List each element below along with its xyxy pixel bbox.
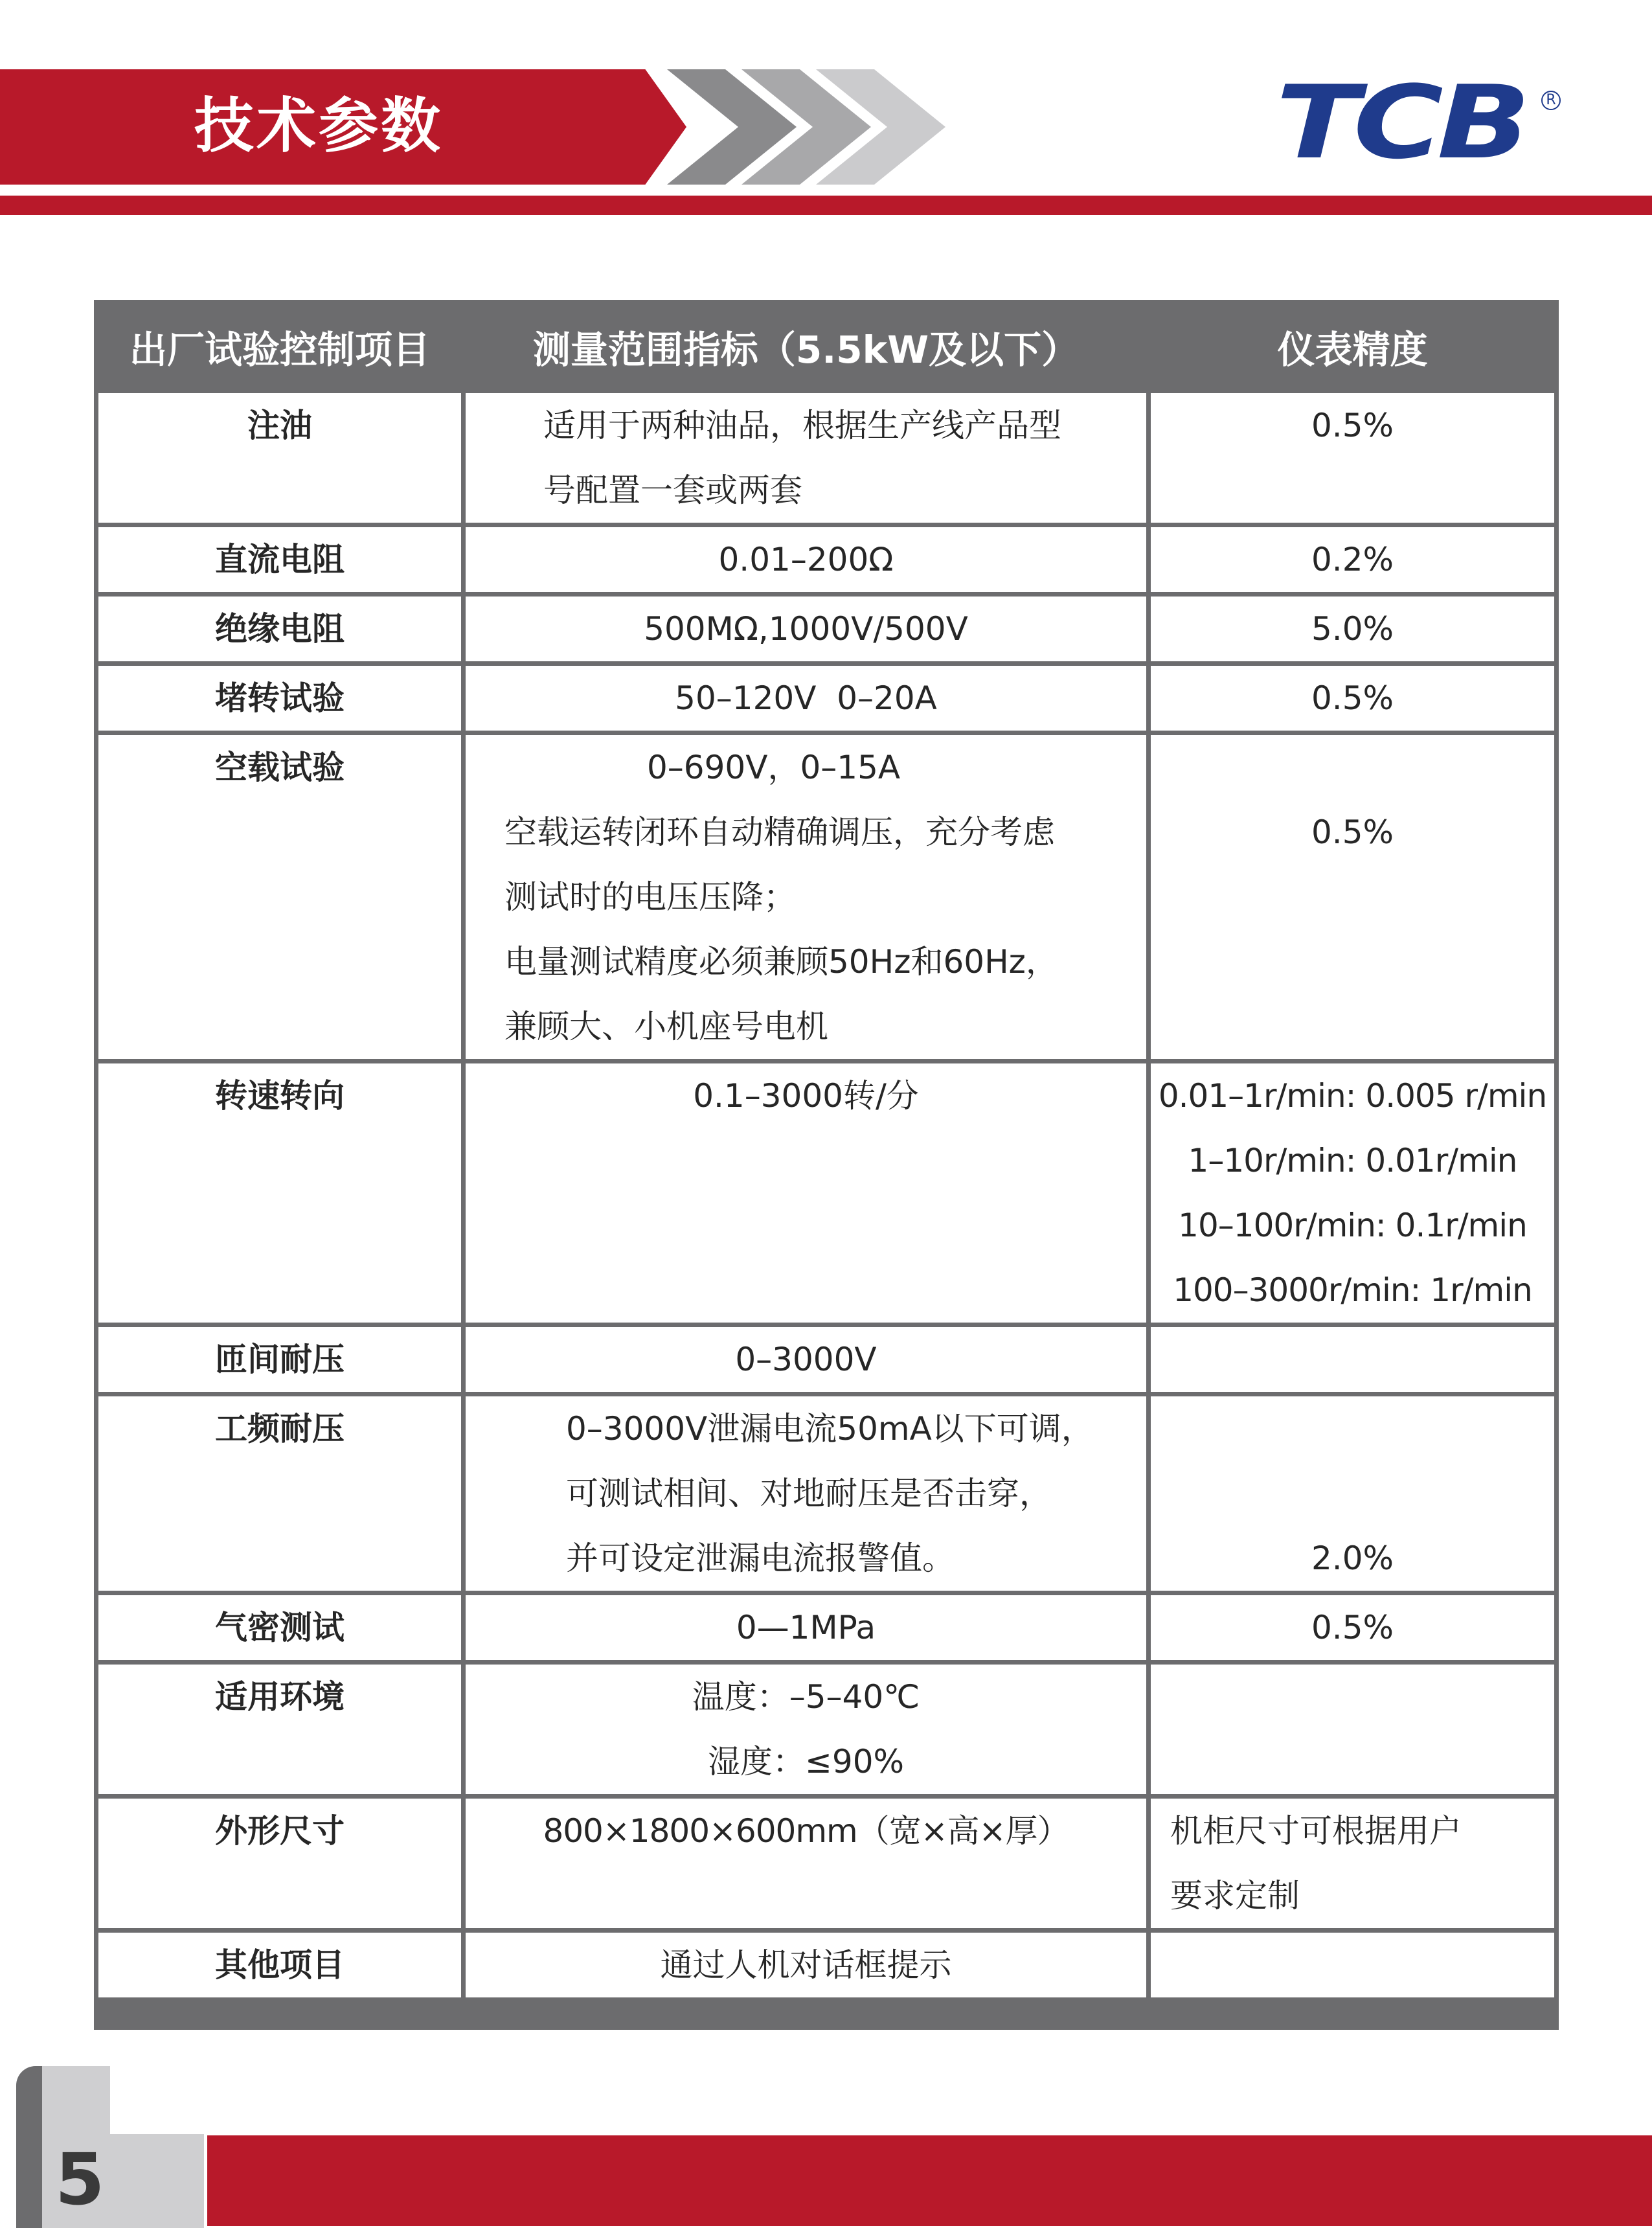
item-cell: 转速转向: [96, 1062, 464, 1325]
header-range: 测量范围指标（5.5kW及以下）: [464, 302, 1149, 391]
header-precision: 仪表精度: [1149, 302, 1557, 391]
precision-line: 机柜尺寸可根据用户: [1170, 1812, 1462, 1850]
table-row: [96, 1325, 1557, 1394]
page-tab-cutout: [110, 2066, 204, 2134]
item-cell: 空载试验: [96, 733, 464, 1062]
item-cell: 其他项目: [96, 1931, 464, 2000]
precision-line: 100–3000r/min: 1r/min: [1173, 1271, 1532, 1309]
precision-cell: [1149, 1931, 1557, 2000]
range-line: 0–690V，0–15A: [647, 749, 901, 786]
range-line: 兼顾大、小机座号电机: [504, 1008, 828, 1045]
precision-cell: [1149, 1325, 1557, 1394]
range-cell: 0.01–200Ω: [464, 525, 1149, 595]
spec-table: [94, 300, 1559, 2030]
range-cell: [464, 1394, 1149, 1593]
page-number: 5: [55, 2138, 105, 2221]
range-line: 空载运转闭环自动精确调压，充分考虑: [504, 813, 1055, 851]
precision-cell: [1149, 733, 1557, 1062]
precision-cell: 0.5%: [1149, 1593, 1557, 1663]
range-cell: [464, 1663, 1149, 1797]
precision-cell: 5.0%: [1149, 595, 1557, 664]
item-cell: 注油: [96, 391, 464, 525]
range-line: 湿度：≤90%: [707, 1743, 905, 1780]
precision-line: 1–10r/min: 0.01r/min: [1188, 1142, 1517, 1179]
header-item: 出厂试验控制项目: [96, 302, 464, 391]
table-row: [96, 1062, 1557, 1325]
range-line: 并可设定泄漏电流报警值。: [566, 1540, 955, 1577]
precision-line: 0.01–1r/min: 0.005 r/min: [1158, 1077, 1547, 1115]
precision-line: 10–100r/min: 0.1r/min: [1178, 1207, 1527, 1244]
table-row: [96, 1931, 1557, 2000]
precision-line: [1162, 735, 1543, 800]
table-row: [96, 525, 1557, 595]
item-cell: 绝缘电阻: [96, 595, 464, 664]
range-cell: 50–120V 0–20A: [464, 664, 1149, 733]
precision-cell: 2.0%: [1149, 1394, 1557, 1593]
table-row: [96, 664, 1557, 733]
range-cell: 通过人机对话框提示: [464, 1931, 1149, 2000]
range-line: 测试时的电压压降；: [504, 878, 796, 916]
item-cell: 堵转试验: [96, 664, 464, 733]
precision-cell: 0.5%: [1149, 664, 1557, 733]
range-line: 电量测试精度必须兼顾50Hz和60Hz，: [504, 943, 1058, 981]
table-row: [96, 595, 1557, 664]
header-red-line: [0, 196, 1652, 215]
table-row: [96, 391, 1557, 525]
item-cell: 直流电阻: [96, 525, 464, 595]
range-line: 温度：–5–40℃: [692, 1678, 920, 1716]
range-cell: 0.1–3000转/分: [464, 1062, 1149, 1325]
table-row: [96, 1593, 1557, 1663]
range-cell: 0–3000V: [464, 1325, 1149, 1394]
table-footer-bar: [96, 2000, 1557, 2028]
precision-cell: [1149, 1663, 1557, 1797]
range-cell: 500MΩ,1000V/500V: [464, 595, 1149, 664]
range-cell: [464, 391, 1149, 525]
page-tab-edge: [16, 2066, 42, 2228]
range-line: 号配置一套或两套: [543, 472, 802, 509]
range-line: 可测试相间、对地耐压是否击穿，: [566, 1475, 1052, 1512]
item-cell: 匝间耐压: [96, 1325, 464, 1394]
registered-mark-icon: R: [1541, 91, 1561, 110]
range-cell: 800×1800×600mm（宽×高×厚）: [464, 1797, 1149, 1931]
table-row: [96, 1797, 1557, 1931]
precision-cell: [1149, 1062, 1557, 1325]
item-cell: 工频耐压: [96, 1394, 464, 1593]
footer-red-band: [207, 2135, 1652, 2226]
page-title: 技术参数: [194, 91, 444, 161]
precision-cell: [1149, 1797, 1557, 1931]
precision-cell: 0.5%: [1149, 391, 1557, 525]
range-line: 0–3000V泄漏电流50mA以下可调，: [566, 1410, 1094, 1448]
precision-line: 要求定制: [1170, 1877, 1300, 1915]
range-line: 适用于两种油品，根据生产线产品型: [543, 407, 1061, 444]
item-cell: 适用环境: [96, 1663, 464, 1797]
table-row: [96, 1663, 1557, 1797]
table-row: [96, 1394, 1557, 1593]
range-cell: [464, 733, 1149, 1062]
precision-cell: 0.2%: [1149, 525, 1557, 595]
item-cell: 外形尺寸: [96, 1797, 464, 1931]
table-header-row: [96, 302, 1557, 391]
item-cell: 气密测试: [96, 1593, 464, 1663]
precision-line: 0.5%: [1311, 813, 1394, 851]
range-cell: 0—1MPa: [464, 1593, 1149, 1663]
tcb-logo: TCB: [1276, 63, 1524, 181]
table-row: [96, 733, 1557, 1062]
